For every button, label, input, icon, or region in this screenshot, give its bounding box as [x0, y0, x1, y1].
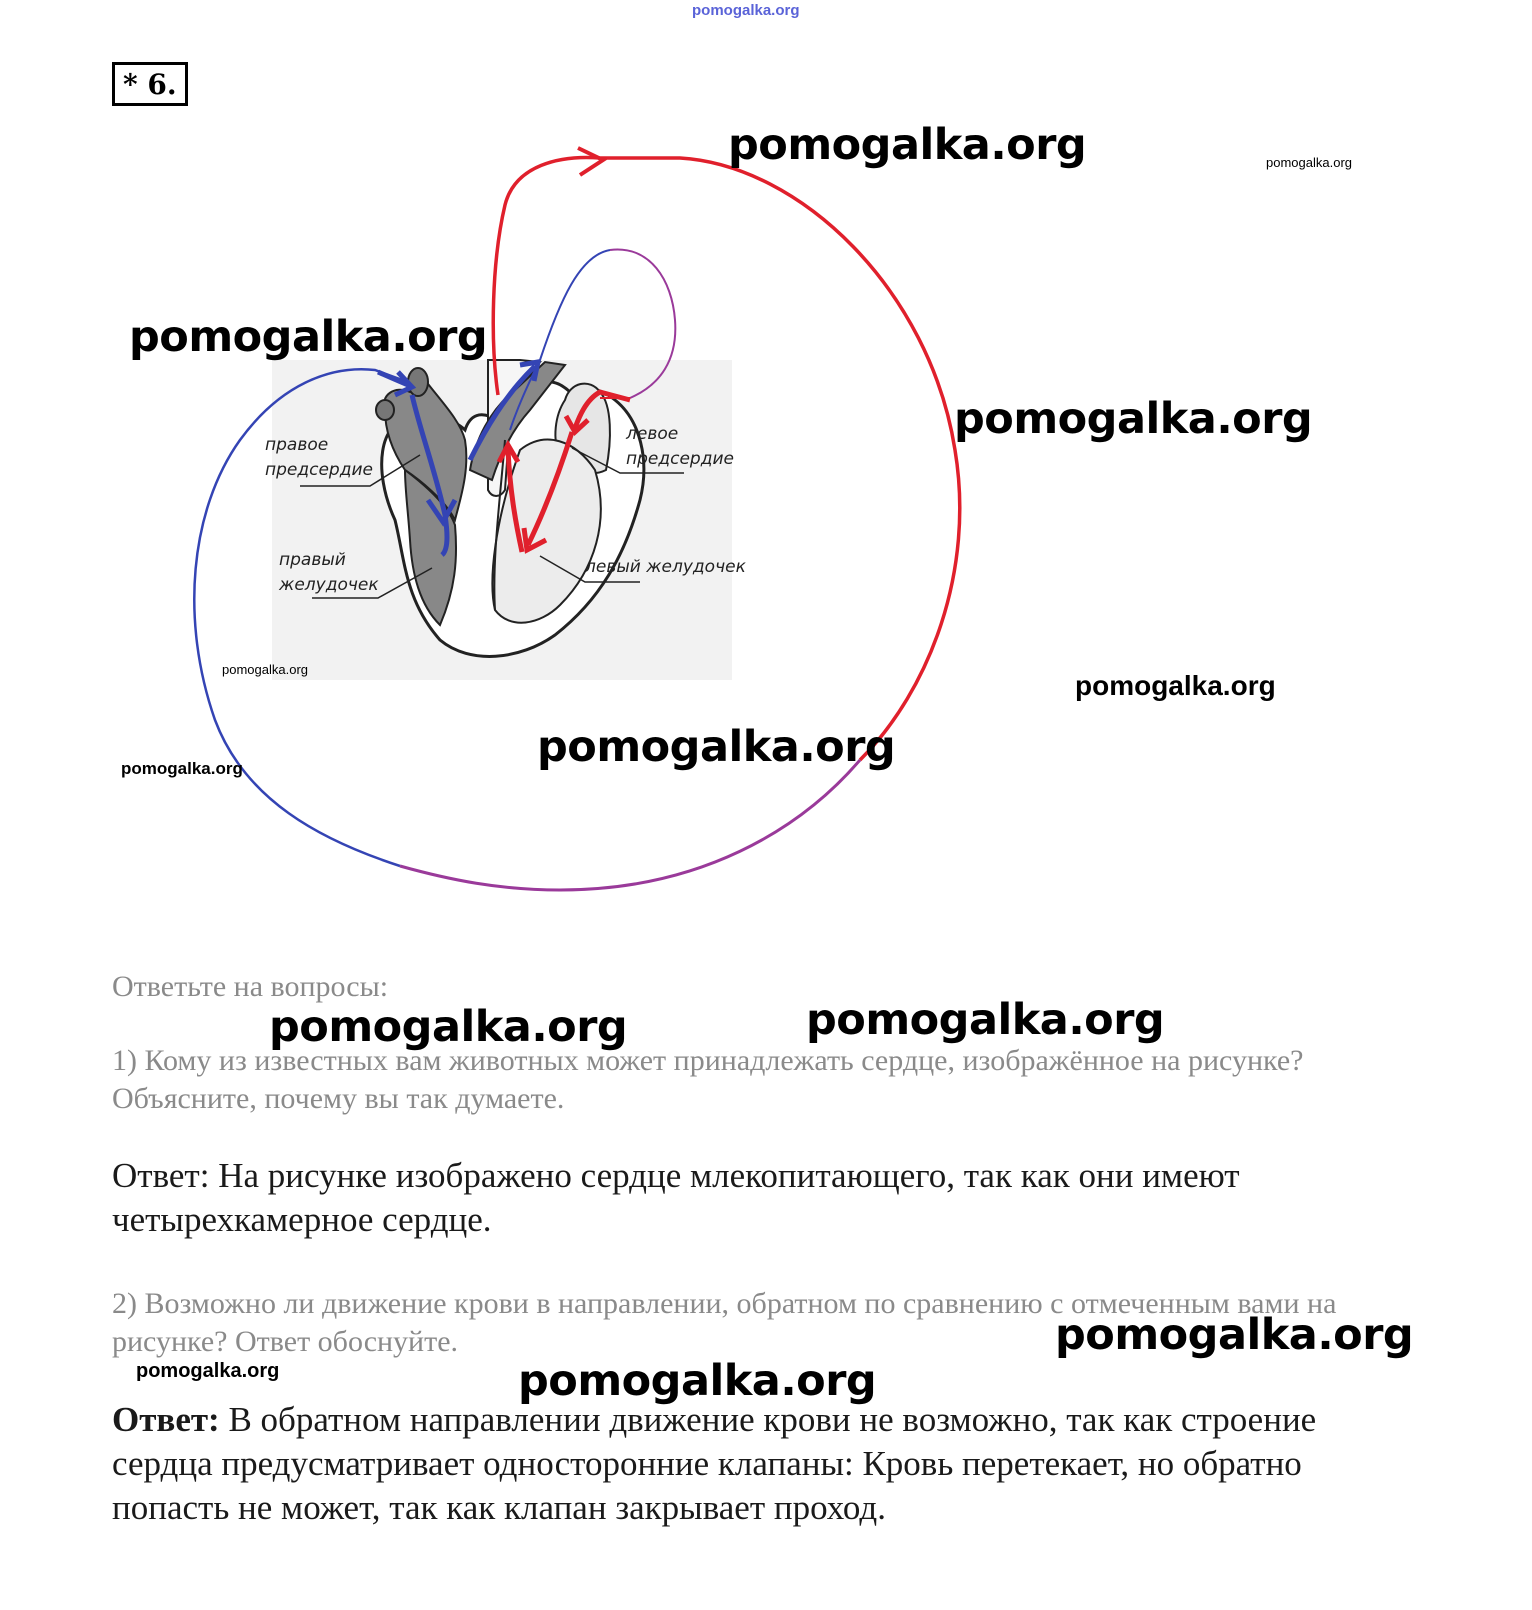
answer-1: Ответ: На рисунке изображено сердце млекопитающего, так как они имеют четырехкамерное сердце. — [112, 1156, 1240, 1239]
task-number: * 6. — [112, 62, 188, 106]
watermark: pomogalka.org — [1266, 155, 1352, 170]
watermark: pomogalka.org — [222, 662, 308, 677]
question-1: 1) Кому из известных вам животных может принадлежать сердце, изображённое на рисунке? Объясните, почему вы так думаете. — [112, 1044, 1304, 1115]
answer-2-label: Ответ: — [112, 1400, 220, 1439]
watermark: pomogalka.org — [121, 759, 243, 778]
answer-2-text: В обратном направлении движение крови не возможно, так как строение сердца предусматривает односторонние клапаны: Кровь перетекает, но обратно попасть не может, так как клапан закрывает проход. — [112, 1400, 1317, 1527]
label-right-atrium-1: правое — [265, 435, 329, 455]
watermark: pomogalka.org — [518, 1356, 877, 1406]
watermark: pomogalka.org — [954, 394, 1313, 444]
questions-intro: Ответьте на вопросы: — [112, 970, 389, 1003]
watermark: pomogalka.org — [1055, 1310, 1414, 1360]
systemic-arterial-arrowhead — [578, 148, 603, 175]
watermark: pomogalka.org — [806, 995, 1165, 1045]
watermark: pomogalka.org — [728, 120, 1087, 170]
watermark: pomogalka.org — [537, 722, 896, 772]
watermark: pomogalka.org — [1075, 670, 1276, 701]
vena-cava-side — [376, 400, 394, 420]
label-left-atrium-2: предсердие — [626, 449, 734, 469]
systemic-capillary-path — [400, 760, 860, 890]
vena-cava-top — [408, 368, 428, 396]
label-right-atrium-2: предсердие — [265, 460, 373, 480]
watermark: pomogalka.org — [129, 312, 488, 362]
site-watermark-top: pomogalka.org — [692, 2, 800, 19]
label-left-ventricle: левый желудочек — [585, 557, 746, 577]
label-right-ventricle-1: правый — [279, 550, 346, 570]
watermark: pomogalka.org — [269, 1002, 628, 1052]
question-2: 2) Возможно ли движение крови в направлении, обратном по сравнению с отмеченным вами на рисунке? Ответ обоснуйте. — [112, 1287, 1337, 1358]
label-left-atrium-1: левое — [626, 424, 679, 444]
label-right-ventricle-2: желудочек — [279, 575, 379, 595]
watermark: pomogalka.org — [136, 1360, 280, 1382]
answer-2 — [112, 1398, 1412, 1530]
